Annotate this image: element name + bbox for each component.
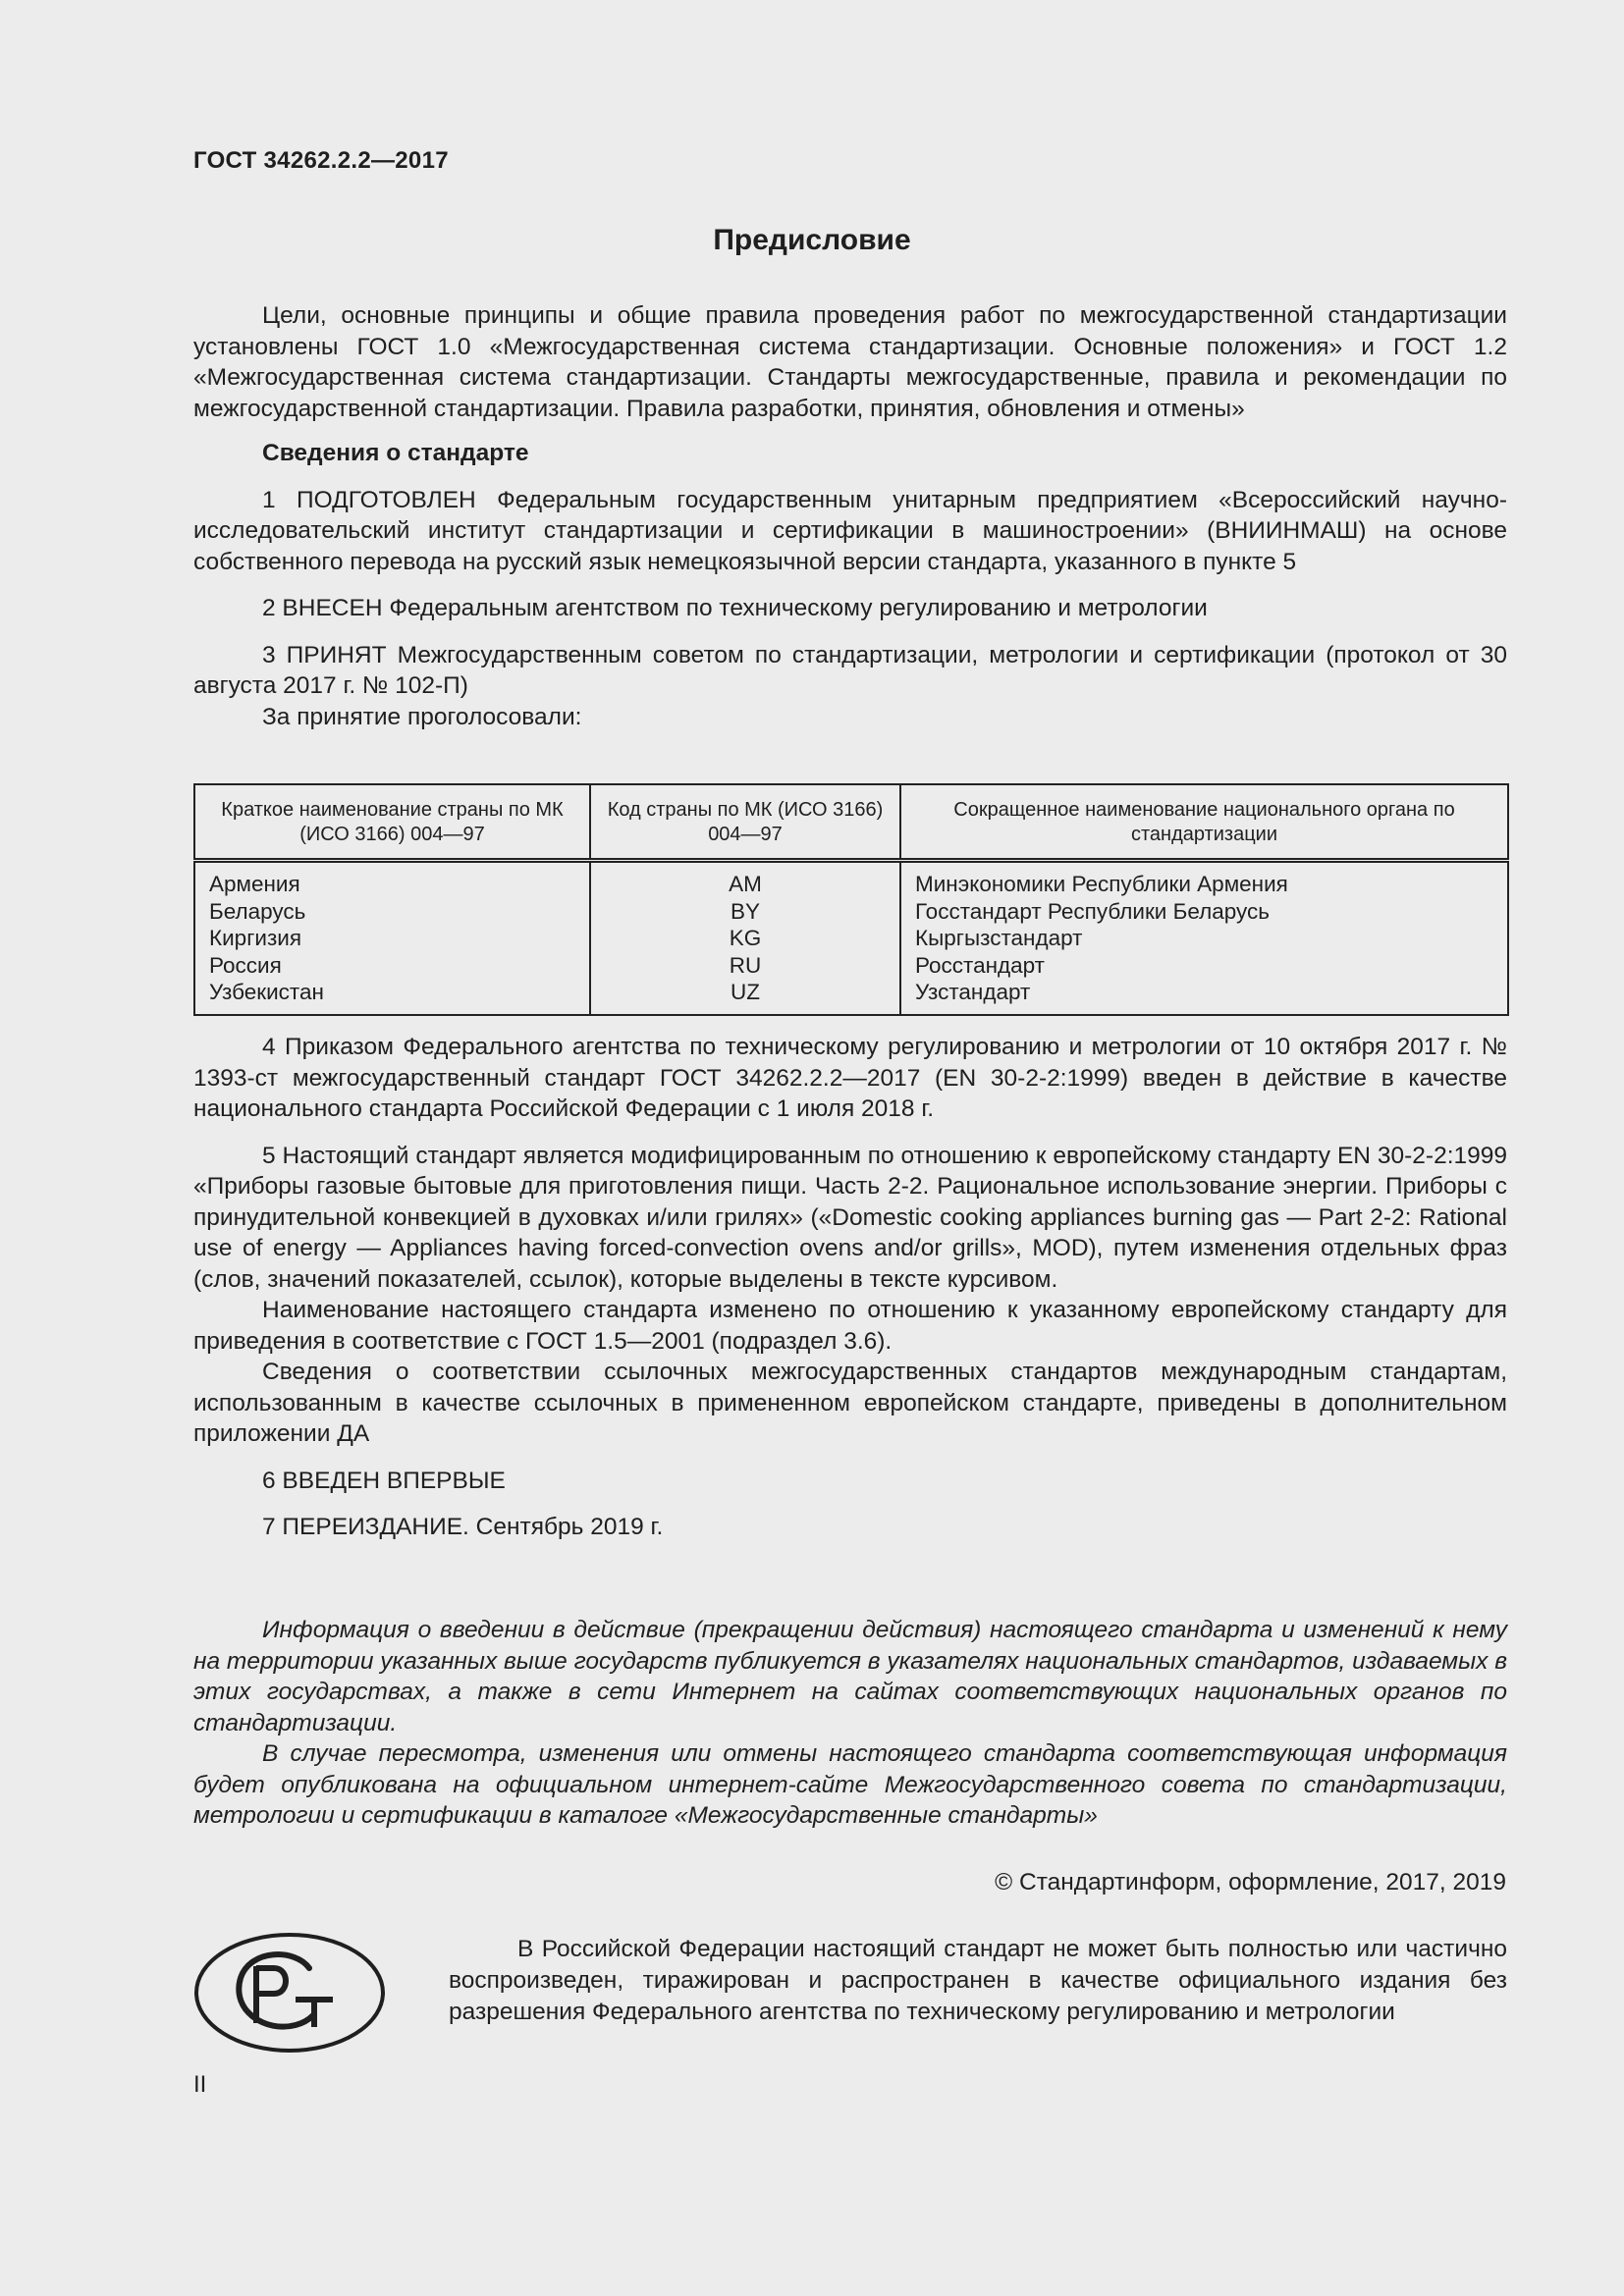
- country-code: KG: [729, 926, 762, 950]
- header-country-code: Код страны по МК (ИСО 3166) 004—97: [590, 784, 900, 861]
- country-name: Беларусь: [209, 898, 306, 924]
- country-code: UZ: [731, 980, 760, 1004]
- body-cell: [900, 861, 1508, 1015]
- code-cell: [590, 861, 900, 1015]
- country-name: Узбекистан: [209, 980, 324, 1004]
- country-code: AM: [729, 872, 762, 896]
- document-code: ГОСТ 34262.2.2—2017: [193, 147, 449, 174]
- country-code: BY: [730, 898, 760, 924]
- item-6-paragraph: 6 ВВЕДЕН ВПЕРВЫЕ: [262, 1467, 506, 1494]
- item-1-paragraph: 1 ПОДГОТОВЛЕН Федеральным государственным унитарным предприятием «Всероссийский научно-исследовательский институт стандартизации и сертификации в машиностроении» (ВНИИНМАШ) на основе собственного перевода на русский язык немецкоязычной версии стандарта, указанного в пункте 5: [193, 486, 1507, 575]
- header-country-name: Краткое наименование страны по МК (ИСО 3166) 004—97: [194, 784, 590, 861]
- national-body: Росстандарт: [915, 952, 1045, 978]
- country-name: Армения: [209, 872, 300, 896]
- info-paragraph-2: В случае пересмотра, изменения или отмены настоящего стандарта соответствующая информация будет опубликована на официальном интернет-сайте Межгосударственного совета по стандартизации, метрологии и сертификации в каталоге «Межгосударственные стандарты»: [193, 1740, 1507, 1829]
- item-7-paragraph: 7 ПЕРЕИЗДАНИЕ. Сентябрь 2019 г.: [262, 1514, 664, 1540]
- national-body: Госстандарт Республики Беларусь: [915, 898, 1271, 924]
- rst-certification-logo-icon: [193, 1931, 386, 2055]
- section-subheading: Сведения о стандарте: [262, 440, 529, 466]
- item-5-title-note: Наименование настоящего стандарта изменено по отношению к указанному европейскому стандарту для приведения в соответствие с ГОСТ 1.5—2001 (подраздел 3.6).: [193, 1297, 1507, 1355]
- info-notice: [193, 1615, 1507, 1832]
- reproduction-notice: [449, 1934, 1507, 2028]
- country-name: Россия: [209, 952, 282, 978]
- copyright-line: © Стандартинформ, оформление, 2017, 2019: [995, 1869, 1506, 1896]
- country-name: Киргизия: [209, 926, 302, 950]
- item-5-paragraph: 5 Настоящий стандарт является модифицированным по отношению к европейскому стандарту EN 30-2-2:1999 «Приборы газовые бытовые для приготовления пищи. Часть 2-2. Рациональное использование энергии. Приборы с принудительной конвекцией в духовках и/или грилях» («Domestic cooking appliances burning gas — Part 2-2: Rational use of energy — Appliances having forced-convection ovens and/or grills», MOD), путем изменения отдельных фраз (слов, значений показателей, ссылок), которые выделены в тексте курсивом.: [193, 1142, 1507, 1293]
- country-code: RU: [729, 952, 762, 978]
- info-paragraph-1: Информация о введении в действие (прекращении действия) настоящего стандарта и изменений к нему на территории указанных выше государств публикуется в указателях национальных стандартов, издаваемых в этих государствах, а также в сети Интернет на сайтах соответствующих национальных органов по стандартизации.: [193, 1617, 1507, 1736]
- table-header-row: [194, 784, 1508, 861]
- intro-paragraph: Цели, основные принципы и общие правила проведения работ по межгосударственной стандартизации установлены ГОСТ 1.0 «Межгосударственная система стандартизации. Основные положения» и ГОСТ 1.2 «Межгосударственная система стандартизации. Стандарты межгосударственные, правила и рекомендации по межгосударственной стандартизации. Правила разработки, принятия, обновления и отмены»: [193, 302, 1507, 422]
- votes-table: [193, 783, 1509, 1016]
- national-body: Кыргызстандарт: [915, 926, 1083, 950]
- votes-intro: За принятие проголосовали:: [262, 703, 582, 730]
- item-2-paragraph: 2 ВНЕСЕН Федеральным агентством по техническому регулированию и метрологии: [262, 595, 1208, 621]
- header-national-body: Сокращенное наименование национального органа по стандартизации: [900, 784, 1508, 861]
- notice-paragraph: В Российской Федерации настоящий стандарт не может быть полностью или частично воспроизведен, тиражирован и распространен в качестве официального издания без разрешения Федерального агентства по техническому регулированию и метрологии: [449, 1936, 1507, 2025]
- country-cell: [194, 861, 590, 1015]
- national-body: Минэкономики Республики Армения: [915, 872, 1288, 896]
- table-row: [194, 861, 1508, 1015]
- item-4-paragraph: 4 Приказом Федерального агентства по техническому регулированию и метрологии от 10 октября 2017 г. № 1393-ст межгосударственный стандарт ГОСТ 34262.2.2—2017 (EN 30-2-2:1999) введен в действие в качестве национального стандарта Российской Федерации с 1 июля 2018 г.: [193, 1034, 1507, 1122]
- items-continued: [193, 1032, 1507, 1543]
- page-number: II: [193, 2071, 207, 2098]
- national-body: Узстандарт: [915, 980, 1031, 1004]
- page-title: Предисловие: [713, 224, 911, 256]
- item-3-paragraph: 3 ПРИНЯТ Межгосударственным советом по стандартизации, метрологии и сертификации (протокол от 30 августа 2017 г. № 102-П): [193, 641, 1507, 699]
- foreword-section: [193, 300, 1507, 732]
- item-5-references-note: Сведения о соответствии ссылочных межгосударственных стандартов международным стандартам, использованным в качестве ссылочных в примененном европейском стандарте, приведены в дополнительном приложении ДА: [193, 1359, 1507, 1447]
